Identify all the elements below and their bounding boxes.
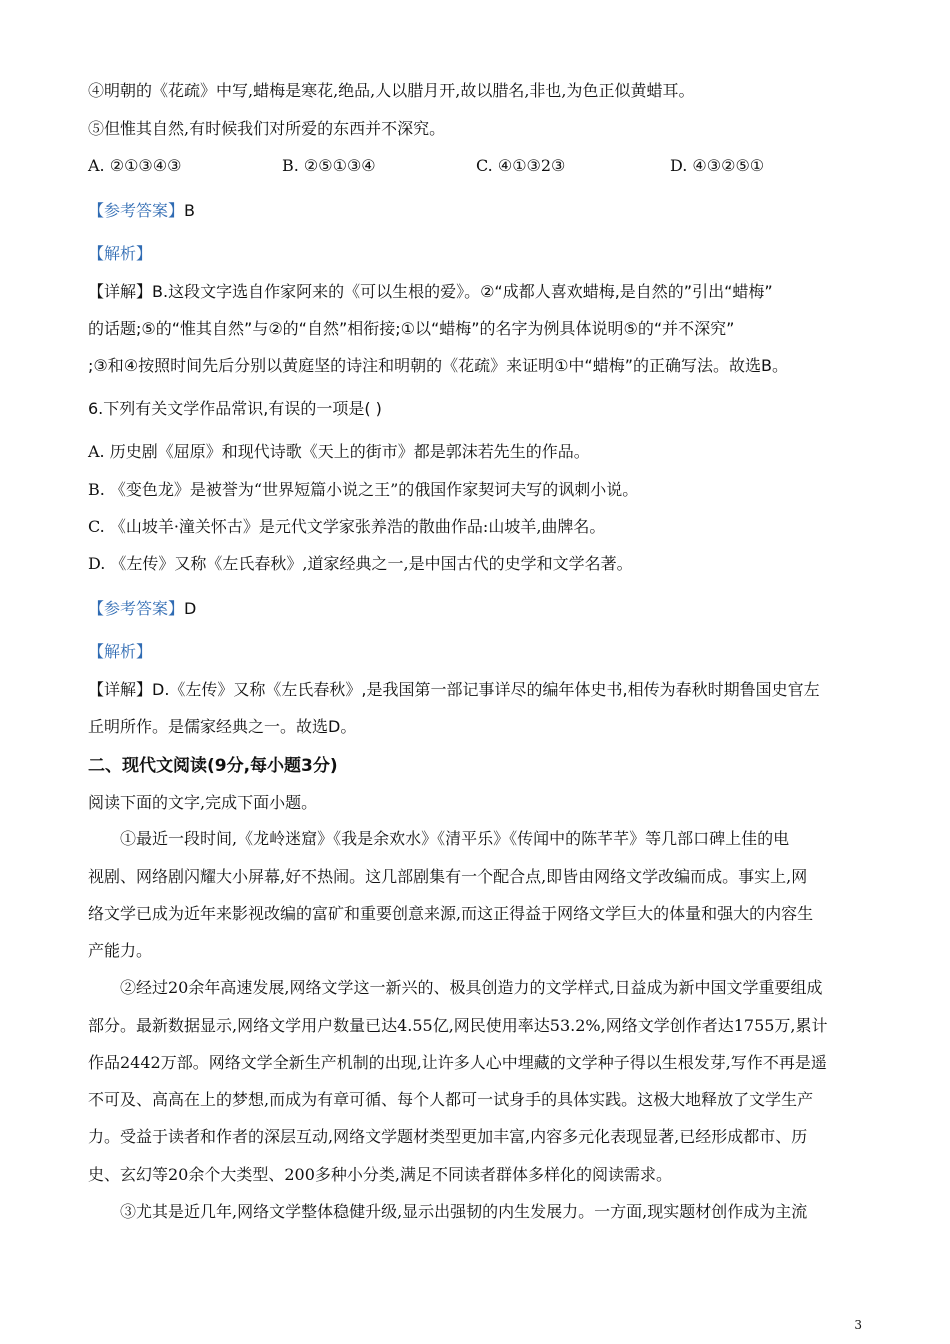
passage-line: 视剧、网络剧闪耀大小屏幕,好不热闹。这几部剧集有一个配合点,即皆由网络文学改编而成。事实上,网	[88, 867, 808, 886]
q5-detail-line-2: 的话题;⑤的“惟其自然”与②的“自然”相衔接;①以“蜡梅”的名字为例具体说明⑤的“并不深究”	[88, 319, 735, 338]
q6-detail-line-1: 【详解】D.《左传》又称《左氏春秋》,是我国第一部记事详尽的编年体史书,相传为春秋时期鲁国史官左	[88, 680, 820, 699]
answer-label: 【参考答案】	[88, 201, 185, 220]
q5-detail-line-1: 【详解】B.这段文字选自作家阿来的《可以生根的爱》。②“成都人喜欢蜡梅,是自然的”引出“蜡梅”	[88, 282, 773, 301]
q5-option-line-4: ④明朝的《花疏》中写,蜡梅是寒花,绝品,人以腊月开,故以腊名,非也,为色正似黄蜡耳。	[88, 81, 695, 100]
q5-choice-a: A. ②①③④③	[88, 156, 182, 175]
q5-option-line-5: ⑤但惟其自然,有时候我们对所爱的东西并不深究。	[88, 119, 446, 138]
detail-label: 【详解】	[88, 680, 153, 699]
detail-label: 【详解】	[88, 282, 153, 301]
page-number: 3	[854, 1318, 862, 1332]
q5-choice-d: D. ④③②⑤①	[670, 156, 765, 175]
q5-analysis-label: 【解析】	[88, 244, 153, 263]
q6-choice-d: D. 《左传》又称《左氏春秋》,道家经典之一,是中国古代的史学和文学名著。	[88, 554, 633, 573]
q5-choice-c: C. ④①③2③	[476, 156, 566, 175]
passage-line: 作品2442万部。网络文学全新生产机制的出现,让许多人心中埋藏的文学种子得以生根发芽,写作不再是遥	[88, 1053, 827, 1072]
q6-analysis-label: 【解析】	[88, 642, 153, 661]
passage-line: ①最近一段时间,《龙岭迷窟》《我是余欢水》《清平乐》《传闻中的陈芊芊》等几部口碑上佳的电	[120, 829, 790, 848]
answer-value: B	[184, 201, 195, 220]
passage-line: 部分。最新数据显示,网络文学用户数量已达4.55亿,网民使用率达53.2%,网络文学创作者达1755万,累计	[88, 1016, 828, 1035]
q6-answer	[88, 598, 868, 620]
passage-line: 络文学已成为近年来影视改编的富矿和重要创意来源,而这正得益于网络文学巨大的体量和强大的内容生	[88, 904, 814, 923]
reading-intro: 阅读下面的文字,完成下面小题。	[88, 793, 318, 812]
section-heading: 二、现代文阅读(9分,每小题3分)	[88, 756, 338, 776]
q5-answer	[88, 200, 868, 222]
q6-choice-b: B. 《变色龙》是被誉为“世界短篇小说之王”的俄国作家契诃夫写的讽刺小说。	[88, 480, 639, 499]
q6-detail-line-2: 丘明所作。是儒家经典之一。故选D。	[88, 717, 357, 736]
q6-choice-a: A. 历史剧《屈原》和现代诗歌《天上的街市》都是郭沫若先生的作品。	[88, 442, 590, 461]
answer-value: D	[184, 599, 197, 618]
passage-line: 史、玄幻等20余个大类型、200多种小分类,满足不同读者群体多样化的阅读需求。	[88, 1165, 672, 1184]
passage-line: 不可及、高高在上的梦想,而成为有章可循、每个人都可一试身手的具体实践。这极大地释放了文学生产	[88, 1090, 814, 1109]
answer-label: 【参考答案】	[88, 599, 185, 618]
passage-line: 产能力。	[88, 941, 153, 960]
passage-line: ②经过20余年高速发展,网络文学这一新兴的、极具创造力的文学样式,日益成为新中国文学重要组成	[120, 978, 823, 997]
passage-line: ③尤其是近几年,网络文学整体稳健升级,显示出强韧的内生发展力。一方面,现实题材创作成为主流	[120, 1202, 808, 1221]
q5-choice-b: B. ②⑤①③④	[282, 156, 376, 175]
passage-line: 力。受益于读者和作者的深层互动,网络文学题材类型更加丰富,内容多元化表现显著,已经形成都市、历	[88, 1127, 808, 1146]
q5-detail-line-3: ;③和④按照时间先后分别以黄庭坚的诗注和明朝的《花疏》来证明①中“蜡梅”的正确写法。故选B。	[88, 356, 788, 375]
q6-stem: 6.下列有关文学作品常识,有误的一项是( )	[88, 399, 382, 418]
q6-choice-c: C. 《山坡羊·潼关怀古》是元代文学家张养浩的散曲作品:山坡羊,曲牌名。	[88, 517, 606, 536]
